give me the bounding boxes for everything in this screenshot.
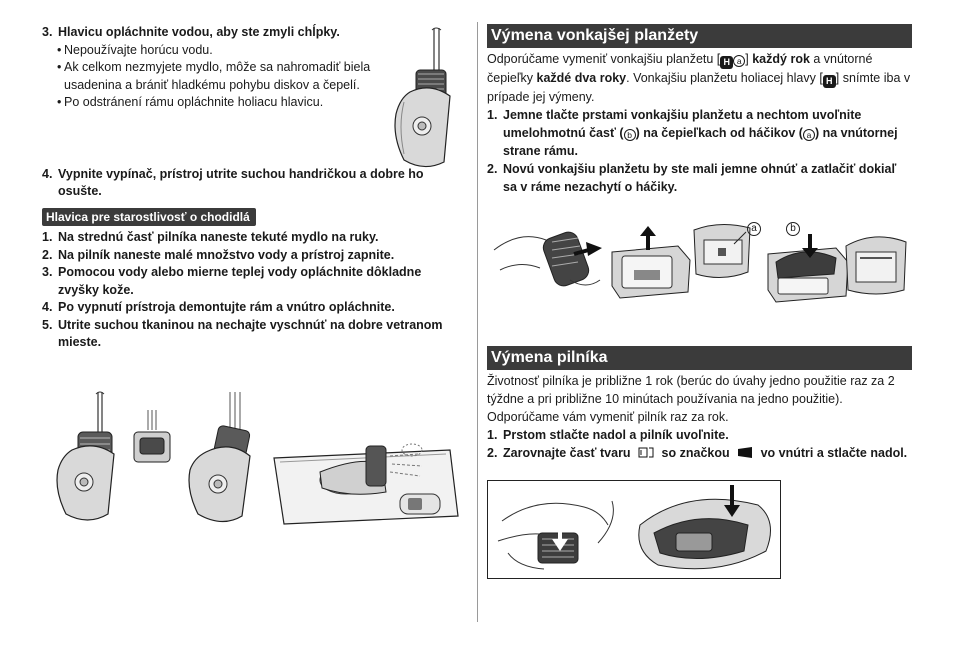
label-a-icon: a	[747, 222, 761, 236]
foot-care-section	[42, 208, 462, 227]
section-heading: Výmena pilníka	[487, 346, 912, 370]
head-h-icon: H	[720, 56, 733, 69]
foot-care-illustration-4	[270, 436, 462, 528]
foot-care-illustration-2	[130, 410, 174, 470]
column-divider	[477, 22, 478, 622]
file-replacement-illustration	[488, 481, 780, 578]
foil-step-1: 1. Jemne tlačte prstami vonkajšiu planžetu a nechtom uvoľnite umelohmotnú časť ( b ) na čepieľkach od háčikov ( a ) na vnútornej strane rámu.	[487, 108, 898, 158]
foil-illustration-detail-a	[690, 218, 754, 284]
step-text: Vypnite vypínač, prístroj utrite suchou handričkou a dobre ho osušte.	[58, 166, 424, 198]
file-step-2: 2. Zarovnajte časť tvaru so značkou vo vnútri a stlačte nadol.	[487, 446, 908, 460]
bullet-item: • Nepoužívajte horúcu vodu.	[42, 42, 382, 60]
foot-step: 3. Pomocou vody alebo mierne teplej vody opláchnite dôkladne zvyšky kože.	[42, 265, 422, 297]
foil-illustration-hands	[490, 220, 608, 302]
bullet-item: • Ak celkom nezmyjete mydlo, môže sa nahromadiť biela usadenina a brániť hladkému pohybu diskov a čepelí.	[42, 59, 382, 94]
bullet-item: • Po odstránení rámu opláchnite holiacu hlavicu.	[42, 94, 382, 112]
file-replacement-section	[487, 346, 912, 462]
foil-illustration-frame-1	[608, 226, 694, 302]
foot-step: 2. Na pilník naneste malé množstvo vody a prístroj zapnite.	[42, 247, 395, 262]
rinse-head-illustration	[384, 26, 460, 172]
section-heading: Výmena vonkajšej planžety	[487, 24, 912, 48]
foil-illustration-frame-2	[764, 230, 850, 306]
right-column	[487, 24, 912, 196]
step-text: Hlavicu opláchnite vodou, aby ste zmyli chĺpky.	[58, 25, 340, 39]
file-intro: Životnosť pilníka je približne 1 rok (berúc do úvahy jedno použitie raz za 2 týždne a pri približne 10 minútach používania na jedno použitie). Odporúčame vám vymeniť pilník raz za rok.	[487, 374, 895, 424]
head-h-icon: H	[823, 75, 836, 88]
circle-label-icon: a	[803, 129, 815, 141]
foot-step: 1. Na strednú časť pilníka naneste tekuté mydlo na ruky.	[42, 230, 379, 244]
step-3	[42, 24, 372, 42]
file-step-1: 1. Prstom stlačte nadol a pilník uvoľnite.	[487, 428, 729, 442]
step-number: 4.	[42, 166, 53, 181]
outer-foil-intro: Odporúčame vymeniť vonkajšiu planžetu [ H a ] každý rok a vnútorné čepieľky každé dva roky. Vonkajšiu planžetu holiacej hlavy [ H ] snímte iba v prípade jej výmeny.	[487, 52, 911, 104]
foot-care-illustration-1	[50, 390, 120, 526]
mark-icon	[737, 447, 753, 458]
step-number: 3.	[42, 25, 53, 39]
file-illustration-box	[487, 480, 781, 579]
circle-label-icon: b	[624, 129, 636, 141]
foot-step: 5. Utrite suchou tkaninou na nechajte vyschnúť na dobre vetranom mieste.	[42, 317, 443, 349]
label-b-icon: b	[786, 222, 800, 236]
foot-care-illustration-3	[180, 392, 264, 528]
foot-step: 4. Po vypnutí prístroja demontujte rám a vnútro opláchnite.	[42, 300, 395, 314]
foil-illustration-detail-b	[842, 228, 910, 300]
section-tag: Hlavica pre starostlivosť o chodidlá	[42, 208, 256, 226]
step-3-bullets	[42, 42, 382, 112]
foil-step-2: 2. Novú vonkajšiu planžetu by ste mali jemne ohnúť a zatlačiť dokiaľ sa v ráme nezachytí o háčiky.	[487, 162, 897, 194]
foot-care-steps	[42, 229, 452, 352]
shape-icon	[638, 447, 654, 458]
circle-label-icon: a	[733, 55, 745, 67]
